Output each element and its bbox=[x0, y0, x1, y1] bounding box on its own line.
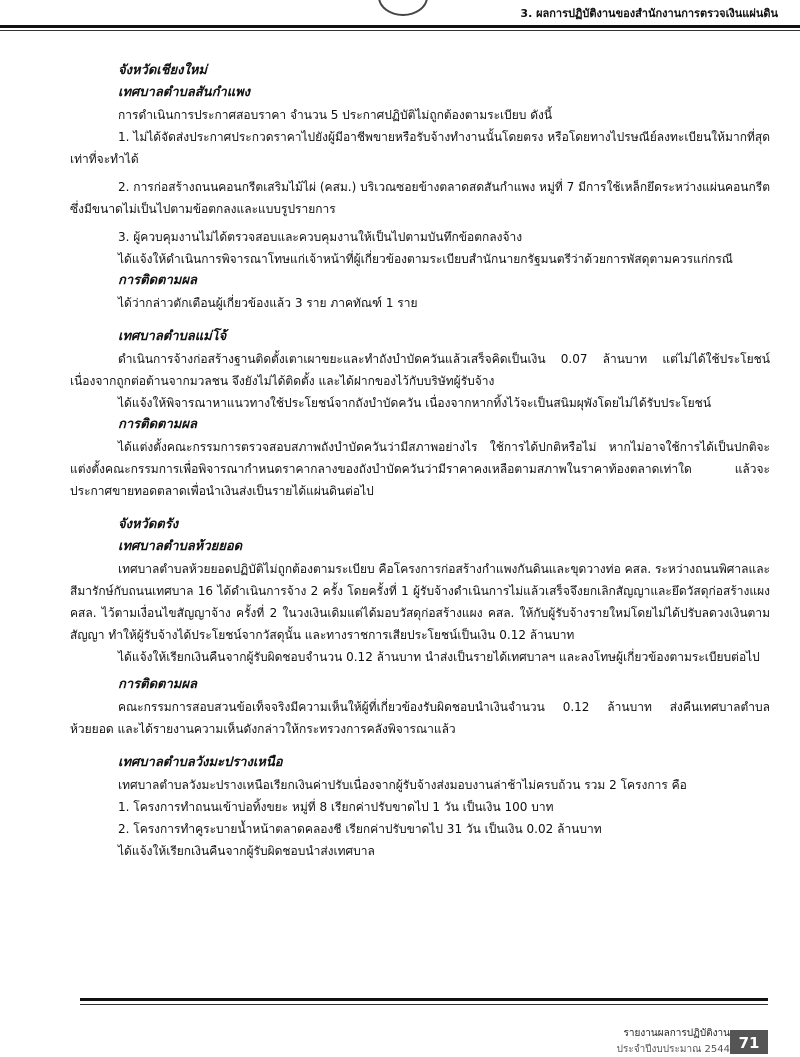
municipality-heading: เทศบาลตำบลห้วยยอด bbox=[118, 539, 243, 554]
paragraph: ดำเนินการจ้างก่อสร้างฐานติดตั้งเตาเผาขยะและทำถังบำบัดควันแล้วเสร็จคิดเป็นเงิน 0.07 ล้านบาท แต่ไม่ได้ใช้ประโยชน์เนื่องจากถูกต่อต้านจากมวลชน จึงยังไม่ได้ติดตั้ง และได้ฝากของไว้กับบริษัทผู้รับจ้าง bbox=[70, 352, 770, 388]
paragraph: ได้แจ้งให้เรียกเงินคืนจากผู้รับผิดชอบนำส่งเทศบาล bbox=[118, 844, 375, 858]
municipality-heading: เทศบาลตำบลวังมะปรางเหนือ bbox=[118, 755, 283, 770]
page-header bbox=[0, 0, 800, 28]
paragraph: ได้แจ้งให้ดำเนินการพิจารณาโทษแก่เจ้าหน้าที่ผู้เกี่ยวข้องตามระเบียบสำนักนายกรัฐมนตรีว่าด้วยการพัสดุตามควรแก่กรณี bbox=[118, 252, 733, 266]
footer-rule-thin bbox=[80, 1004, 768, 1005]
footer-caption: รายงานผลการปฏิบัติงาน bbox=[623, 1028, 730, 1039]
paragraph: การดำเนินการประกาศสอบราคา จำนวน 5 ประกาศปฏิบัติไม่ถูกต้องตามระเบียบ ดังนี้ bbox=[118, 108, 553, 122]
list-item: 1. ไม่ได้จัดส่งประกาศประกวดราคาไปยังผู้มีอาชีพขายหรือรับจ้างทำงานนั้นโดยตรง หรือโดยทางไปรษณีย์ลงทะเบียนให้มากที่สุดเท่าที่จะทำได้ bbox=[70, 130, 770, 166]
list-item: 1. โครงการทำถนนเข้าบ่อทิ้งขยะ หมู่ที่ 8 เรียกค่าปรับขาดไป 1 วัน เป็นเงิน 100 บาท bbox=[118, 800, 554, 814]
emblem-icon bbox=[378, 0, 428, 16]
province-heading: จังหวัดเชียงใหม่ bbox=[118, 63, 207, 78]
footer-rule bbox=[80, 998, 768, 1001]
paragraph: เทศบาลตำบลวังมะปรางเหนือเรียกเงินค่าปรับเนื่องจากผู้รับจ้างส่งมอบงานล่าช้าไม่ครบถ้วน รวม 2 โครงการ คือ bbox=[118, 778, 687, 792]
followup-heading: การติดตามผล bbox=[118, 677, 197, 692]
paragraph: ได้แจ้งให้เรียกเงินคืนจากผู้รับผิดชอบจำนวน 0.12 ล้านบาท นำส่งเป็นรายได้เทศบาลฯ และลงโทษผู้เกี่ยวข้องตามระเบียบต่อไป bbox=[118, 650, 760, 664]
page-number: 71 bbox=[730, 1030, 768, 1054]
header-rule bbox=[0, 25, 800, 28]
list-item: 3. ผู้ควบคุมงานไม่ได้ตรวจสอบและควบคุมงานให้เป็นไปตามบันทึกข้อตกลงจ้าง bbox=[118, 230, 523, 244]
footer-caption-sub: ประจำปีงบประมาณ 2544 bbox=[616, 1044, 730, 1055]
province-heading: จังหวัดตรัง bbox=[118, 517, 179, 532]
list-item: 2. การก่อสร้างถนนคอนกรีตเสริมไม้ไผ่ (คสม.) บริเวณซอยข้างตลาดสดสันกำแพง หมู่ที่ 7 มีการใช้เหล็กยึดระหว่างแผ่นคอนกรีตซึ่งมีขนาดไม่เป็นไปตามข้อตกลงและแบบรูปรายการ bbox=[70, 180, 770, 216]
followup-heading: การติดตามผล bbox=[118, 273, 197, 288]
paragraph: คณะกรรมการสอบสวนข้อเท็จจริงมีความเห็นให้ผู้ที่เกี่ยวข้องรับผิดชอบนำเงินจำนวน 0.12 ล้านบาท ส่งคืนเทศบาลตำบลห้วยยอด และได้รายงานความเห็นดังกล่าวให้กระทรวงการคลังพิจารณาแล้ว bbox=[70, 700, 770, 736]
paragraph: เทศบาลตำบลห้วยยอดปฏิบัติไม่ถูกต้องตามระเบียบ คือโครงการก่อสร้างกำแพงกันดินและขุดวางท่อ คสล. ระหว่างถนนพิศาลและสีมารักษ์กับถนนเทศบาล 16 ได้ดำเนินการจ้าง 2 ครั้ง โดยครั้งที่ 1 ผู้รับจ้างดำเนินการไม่แล้วเสร็จจึงยกเลิกสัญญาและยึดวัสดุก่อสร้างแผง คสล. ไว้ตามเงื่อนไขสัญญาจ้าง ครั้งที่ 2 ในวงเงินเดิมแต่ได้มอบวัสดุก่อสร้างแผง คสล. ให้กับผู้รับจ้างรายใหม่โดยไม่ได้ปรับลดวงเงินตามสัญญา ทำให้ผู้รับจ้างได้ประโยชน์จากวัสดุนั้น และทางราชการเสียประโยชน์เป็นเงิน 0.12 ล้านบาท bbox=[70, 562, 770, 642]
paragraph: ได้แจ้งให้พิจารณาหาแนวทางใช้ประโยชน์จากถังบำบัดควัน เนื่องจากหากทิ้งไว้จะเป็นสนิมผุพังโดยไม่ได้รับประโยชน์ bbox=[118, 396, 712, 410]
paragraph: ได้ว่ากล่าวตักเตือนผู้เกี่ยวข้องแล้ว 3 ราย ภาคทัณฑ์ 1 ราย bbox=[118, 296, 418, 310]
header-title: 3. ผลการปฏิบัติงานของสำนักงานการตรวจเงินแผ่นดิน bbox=[520, 7, 778, 20]
header-rule-thin bbox=[0, 30, 800, 31]
document-body bbox=[70, 60, 770, 862]
list-item: 2. โครงการทำคูระบายน้ำหน้าตลาดคลองชี เรียกค่าปรับขาดไป 31 วัน เป็นเงิน 0.02 ล้านบาท bbox=[118, 822, 602, 836]
municipality-heading: เทศบาลตำบลแม่โจ้ bbox=[118, 329, 227, 344]
paragraph: ได้แต่งตั้งคณะกรรมการตรวจสอบสภาพถังบำบัดควันว่ามีสภาพอย่างไร ใช้การได้ปกติหรือไม่ หากไม่อาจใช้การได้เป็นปกติจะแต่งตั้งคณะกรรมการเพื่อพิจารณากำหนดราคากลางของถังบำบัดควันว่ามีราคาคงเหลือตามสภาพในราคาท้องตลาดเท่าใด แล้วจะประกาศขายทอดตลาดเพื่อนำเงินส่งเป็นรายได้แผ่นดินต่อไป bbox=[70, 440, 770, 498]
municipality-heading: เทศบาลตำบลสันกำแพง bbox=[118, 85, 251, 100]
followup-heading: การติดตามผล bbox=[118, 417, 197, 432]
